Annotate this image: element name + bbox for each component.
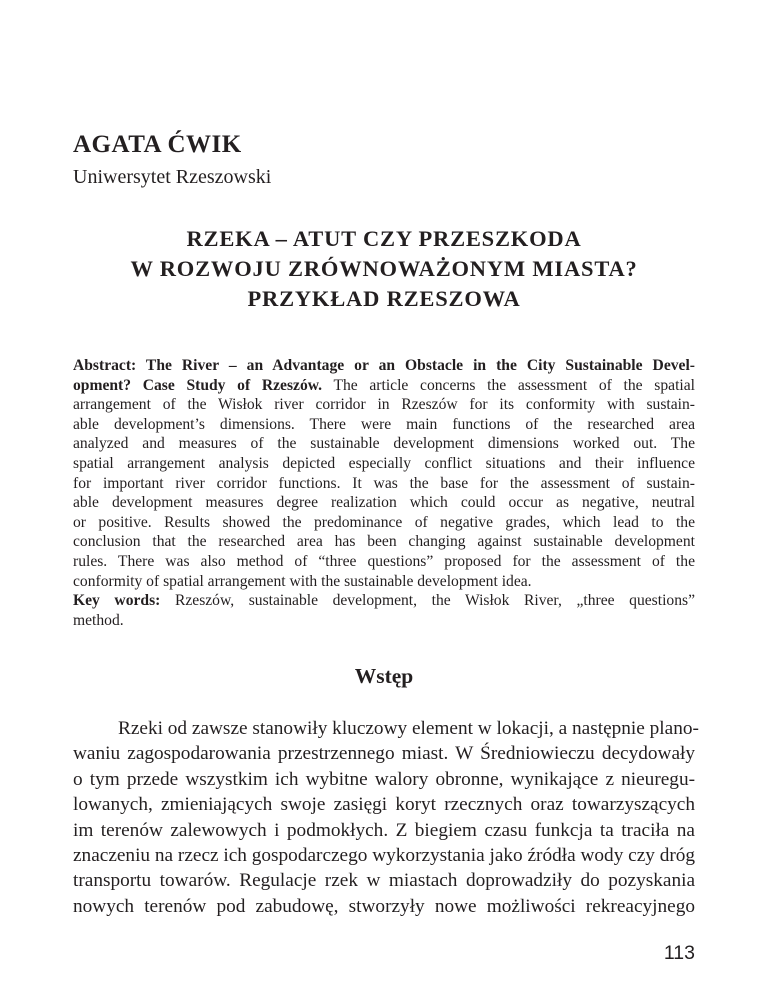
abstract-line: for important river corridor functions. It was the base for the assessment of sustain- [73, 474, 695, 492]
keywords-text: Rzeszów, sustainable development, the Wisłok River, „three questions” [160, 592, 695, 610]
body-line: nowych terenów pod zabudowę, stworzyły nowe możliwości rekreacyjnego [73, 895, 695, 917]
abstract-line: rules. There was also method of “three questions” proposed for the assessment of the [73, 552, 695, 570]
title-line: PRZYKŁAD RZESZOWA [247, 286, 521, 311]
abstract-label: Abstract: The River – an Advantage or an Obstacle in the City Sustainable Devel- [73, 357, 695, 374]
body-line: transportu towarów. Regulacje rzek w miastach doprowadziły do pozyskania [73, 870, 695, 892]
keywords-line [73, 591, 695, 611]
abstract [73, 356, 695, 630]
author-name: AGATA ĆWIK [73, 131, 242, 158]
abstract-line: conclusion that the researched area has been changing against sustainable development [73, 533, 695, 551]
section-heading: Wstęp [354, 664, 414, 688]
body-line: Rzeki od zawsze stanowiły kluczowy element w lokacji, a następnie plano- [118, 718, 699, 739]
abstract-line: or positive. Results showed the predominance of negative grades, which lead to the [73, 513, 695, 531]
abstract-label-end: opment? Case Study of Rzeszów. [73, 376, 323, 394]
article-title [73, 224, 695, 314]
keywords-label: Key words: [73, 592, 161, 610]
body-line: o tym przede wszystkim ich wybitne walory obronne, wynikające z nieuregu- [73, 768, 695, 790]
body-line: znaczeniu na rzecz ich gospodarczego wykorzystania jako źródła wody czy dróg [73, 844, 696, 866]
abstract-line [73, 376, 695, 396]
abstract-line: spatial arrangement analysis depicted especially conflict situations and their influence [73, 454, 695, 472]
body-line: im terenów zalewowych i podmokłych. Z biegiem czasu funkcja ta traciła na [73, 819, 695, 841]
abstract-line: arrangement of the Wisłok river corridor in Rzeszów for its conformity with sustain- [73, 396, 695, 414]
body-line: lowanych, zmieniających swoje zasięgi koryt rzecznych oraz towarzyszących [73, 794, 695, 816]
keywords-line: method. [73, 611, 124, 629]
abstract-line: conformity of spatial arrangement with the sustainable development idea. [73, 572, 532, 590]
abstract-line: analyzed and measures of the sustainable development dimensions worked out. The [73, 435, 695, 453]
author-affiliation: Uniwersytet Rzeszowski [73, 166, 272, 188]
abstract-line: able development measures degree realization which could occur as negative, neutral [73, 494, 695, 512]
body-text [73, 716, 699, 919]
abstract-text: The article concerns the assessment of the spatial [322, 376, 695, 394]
title-line: RZEKA – ATUT CZY PRZESZKODA [186, 226, 582, 251]
title-line: W ROZWOJU ZRÓWNOWAŻONYM MIASTA? [130, 256, 638, 281]
body-line: waniu zagospodarowania przestrzennego miast. W Średniowieczu decydowały [73, 743, 695, 765]
abstract-line [73, 356, 695, 376]
page-number: 113 [663, 942, 695, 964]
abstract-line: able development’s dimensions. There were main functions of the researched area [73, 415, 695, 433]
